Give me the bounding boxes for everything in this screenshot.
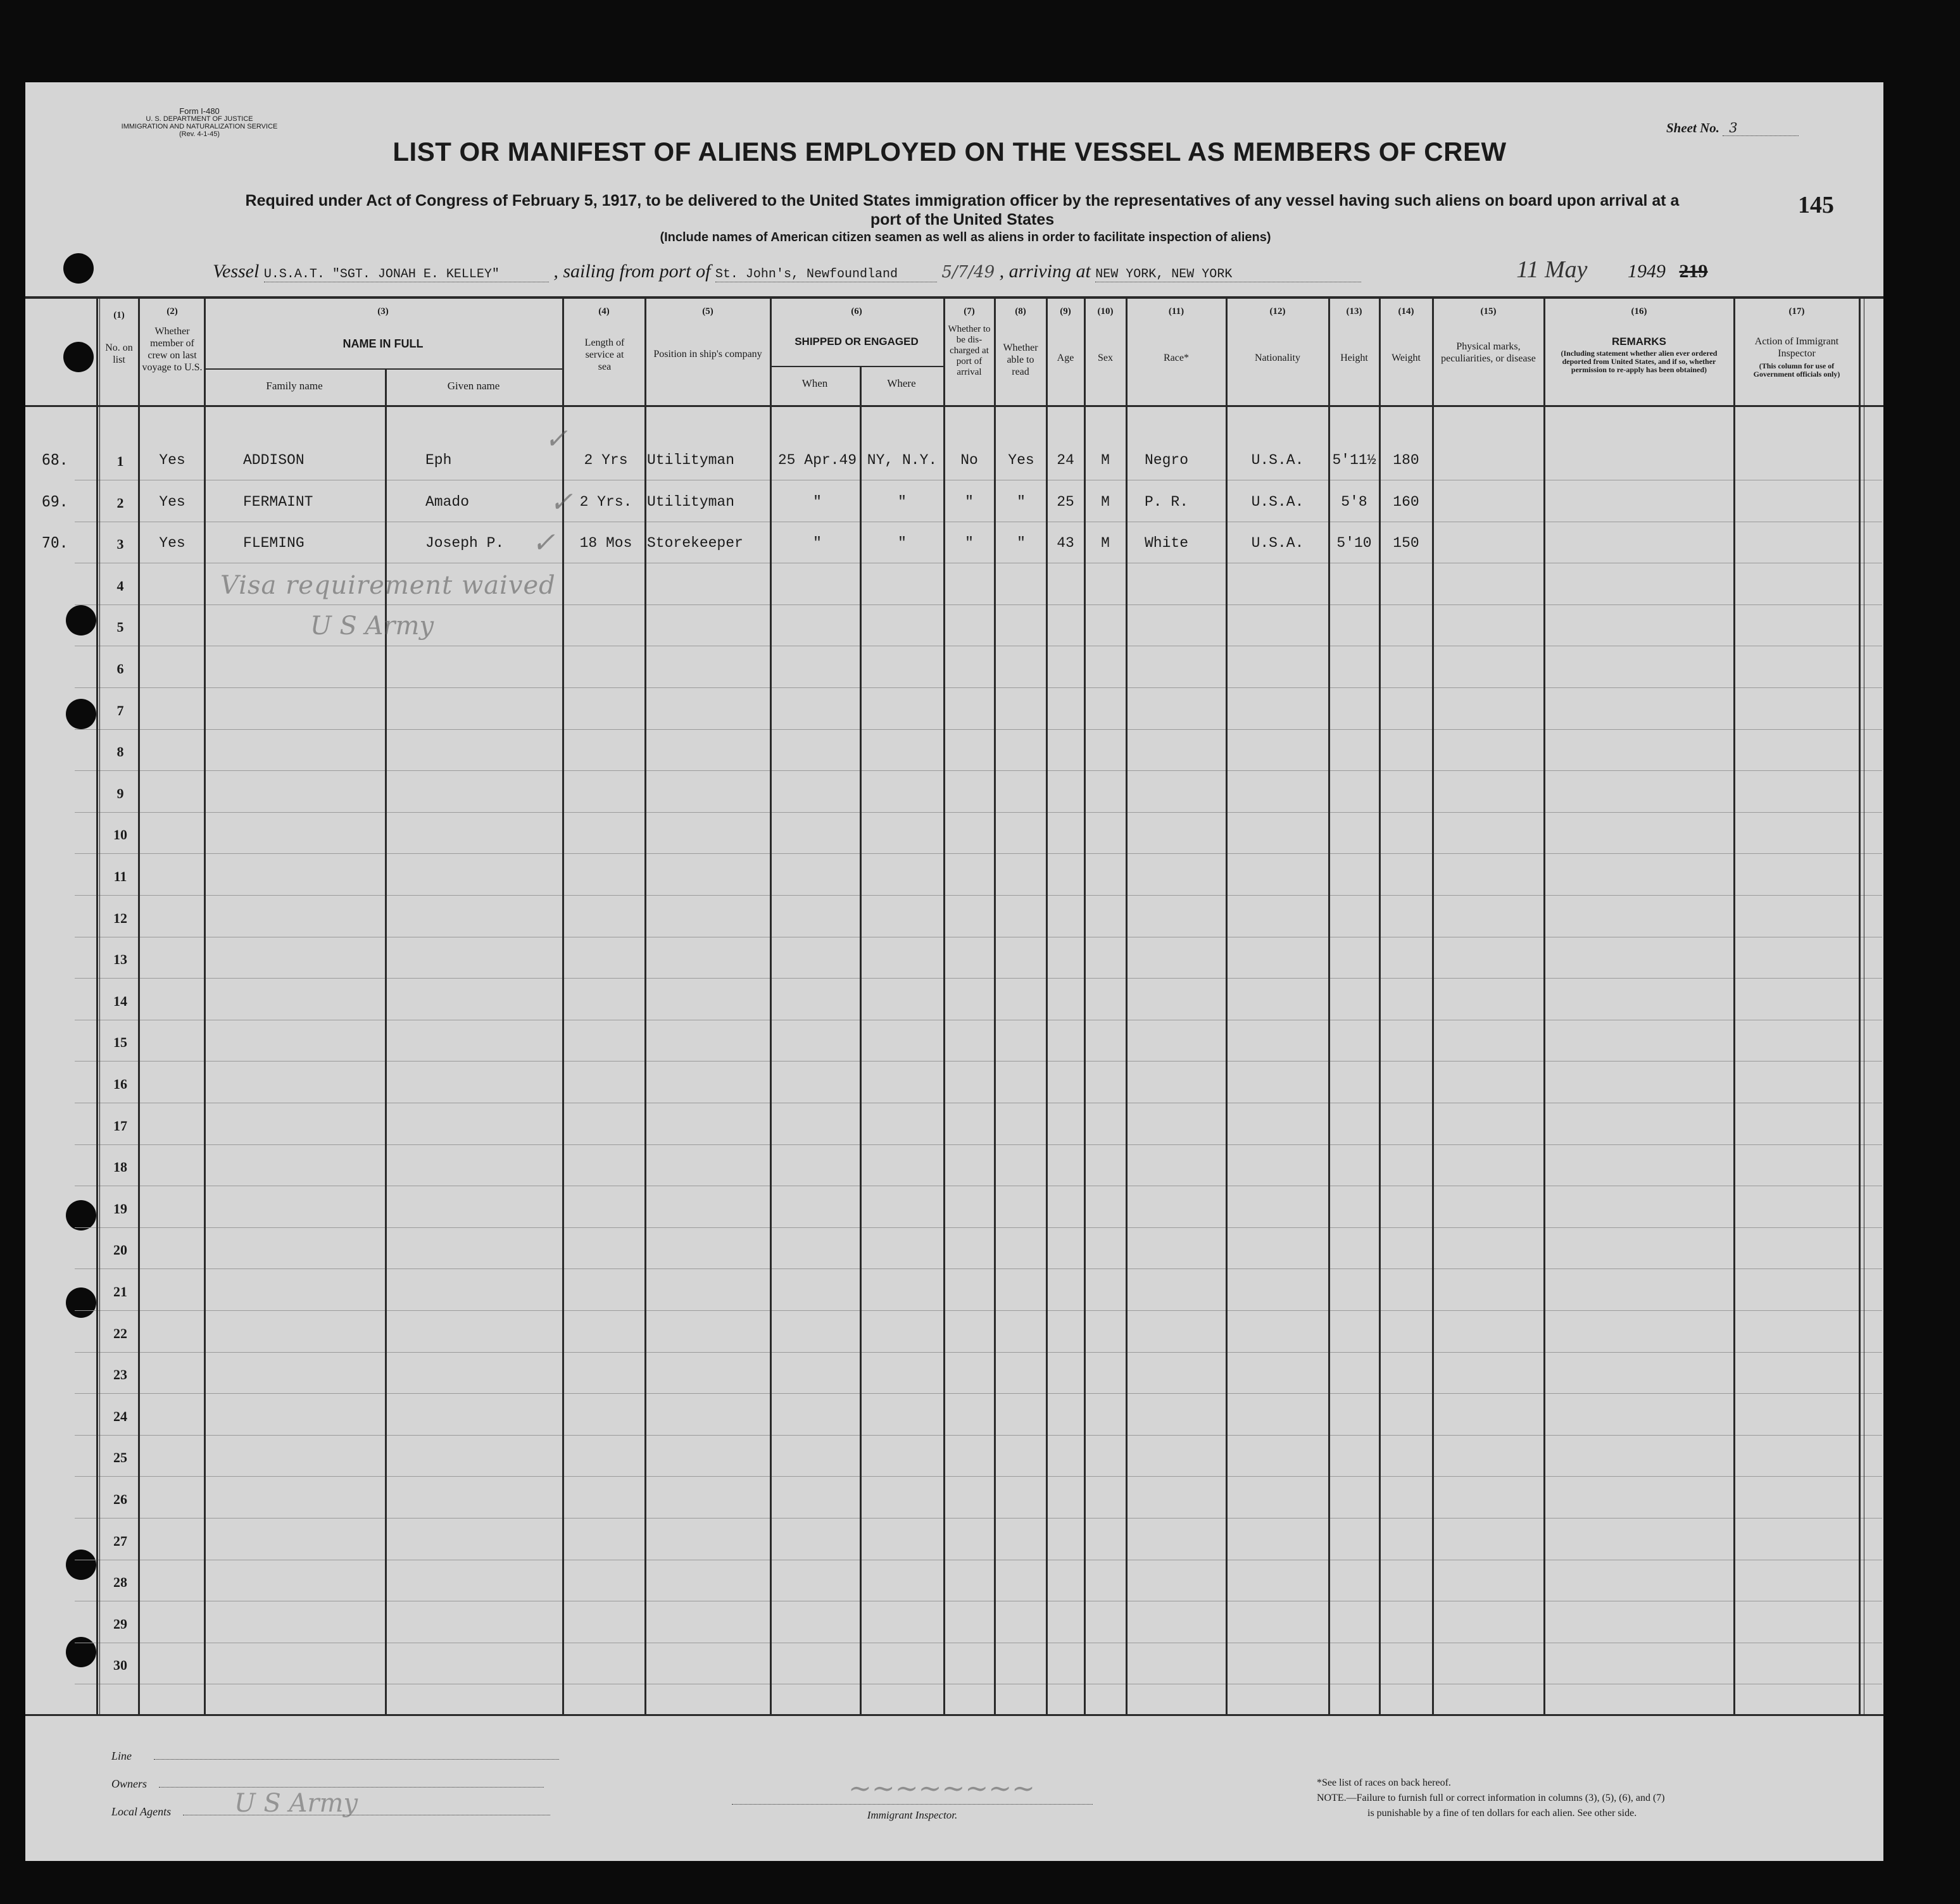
race-cell: P. R. — [1145, 494, 1189, 510]
inspector-signature-line — [732, 1804, 1093, 1805]
sailing-date: 5/7/49 — [941, 263, 995, 282]
col-6-when-header: When — [801, 377, 828, 389]
row-number: 24 — [113, 1408, 127, 1424]
col-6-number: (6) — [851, 306, 862, 316]
ruled-line — [75, 853, 1882, 854]
row-number: 3 — [116, 536, 124, 552]
given-name-cell: Eph — [425, 452, 452, 468]
punch-hole — [66, 605, 96, 636]
column-divider — [994, 296, 996, 1715]
row-number: 30 — [113, 1657, 127, 1673]
sailing-label: , sailing from port of — [553, 261, 711, 282]
col-14-number: (14) — [1398, 306, 1414, 316]
subheader-divider — [770, 366, 943, 367]
row-number: 15 — [113, 1034, 127, 1050]
sex-cell: M — [1101, 452, 1110, 468]
row-margin-number: 69. — [42, 494, 68, 510]
weight-cell: 160 — [1393, 494, 1419, 510]
punch-hole — [63, 253, 94, 284]
row-number: 22 — [113, 1325, 127, 1341]
punch-hole — [63, 342, 94, 372]
ruled-line — [75, 1227, 1882, 1228]
col-7-number: (7) — [964, 306, 975, 316]
col-6-where-header: Where — [887, 377, 916, 389]
shipped-where-cell: NY, N.Y. — [867, 452, 938, 468]
row-number: 6 — [116, 661, 124, 677]
ruled-line — [75, 895, 1882, 896]
header-bottom-border — [25, 405, 1883, 407]
service-length-cell: 2 Yrs. — [579, 494, 632, 510]
column-divider — [770, 296, 772, 1715]
col-2-header: Whether member of crew on last voyage to U.S. — [142, 326, 203, 373]
age-cell: 24 — [1057, 452, 1074, 468]
form-service: IMMIGRATION AND NATURALIZATION SERVICE — [121, 123, 278, 130]
able-to-read-cell: Yes — [1008, 452, 1034, 468]
vessel-name: U.S.A.T. "SGT. JONAH E. KELLEY" — [264, 267, 549, 282]
col-10-number: (10) — [1097, 306, 1114, 316]
shipped-when-cell: " — [813, 494, 822, 510]
sex-cell: M — [1101, 494, 1110, 510]
ruled-line — [75, 1393, 1882, 1394]
punch-hole — [66, 1287, 96, 1318]
column-divider — [644, 296, 646, 1715]
given-name-cell: Joseph P. — [425, 535, 505, 551]
age-cell: 43 — [1057, 535, 1074, 551]
crew-last-voyage-cell: Yes — [159, 535, 185, 551]
row-number: 4 — [116, 578, 124, 594]
col-11-number: (11) — [1168, 306, 1184, 316]
col-15-number: (15) — [1480, 306, 1497, 316]
col-3-family-header: Family name — [266, 380, 323, 392]
form-id-block — [95, 108, 304, 138]
row-number: 7 — [116, 703, 124, 718]
row-number: 18 — [113, 1159, 127, 1175]
col-8-header: Whether able to read — [1003, 342, 1038, 377]
table-top-border — [25, 296, 1883, 299]
col-3-given-header: Given name — [447, 380, 500, 392]
ruled-line — [75, 1061, 1882, 1062]
row-number: 23 — [113, 1367, 127, 1382]
shipped-when-cell: " — [813, 535, 822, 551]
ruled-line — [75, 812, 1882, 813]
row-number: 16 — [113, 1076, 127, 1092]
vessel-line — [213, 256, 1795, 294]
row-number: 9 — [116, 786, 124, 801]
check-mark: ✓ — [544, 423, 568, 455]
height-cell: 5'11½ — [1332, 452, 1376, 468]
punch-hole — [66, 1637, 96, 1667]
nationality-cell: U.S.A. — [1251, 494, 1304, 510]
position-cell: Utilityman — [647, 452, 735, 468]
subtitle-line-2: port of the United States — [870, 211, 1055, 229]
col-14-header: Weight — [1391, 353, 1421, 363]
able-to-read-cell: " — [1017, 535, 1026, 551]
row-number: 1 — [116, 453, 124, 469]
col-2-number: (2) — [166, 306, 178, 316]
row-number: 8 — [116, 744, 124, 760]
discharged-cell: " — [965, 535, 974, 551]
height-cell: 5'8 — [1341, 494, 1367, 510]
nationality-cell: U.S.A. — [1251, 535, 1304, 551]
row-number: 5 — [116, 619, 124, 635]
sex-cell: M — [1101, 535, 1110, 551]
fine-note-line-1: NOTE.—Failure to furnish full or correct information in columns (3), (5), (6), and (7) — [1317, 1793, 1665, 1803]
col-5-number: (5) — [702, 306, 713, 316]
service-length-cell: 18 Mos — [579, 535, 632, 551]
footer-agents-value: U S Army — [234, 1789, 358, 1818]
service-length-cell: 2 Yrs — [584, 452, 628, 468]
ruled-line — [75, 1144, 1882, 1145]
col-3-header: NAME IN FULL — [342, 337, 424, 350]
vessel-label: Vessel — [213, 261, 260, 282]
page-title: LIST OR MANIFEST OF ALIENS EMPLOYED ON THE VESSEL AS MEMBERS OF CREW — [393, 137, 1507, 166]
footer-line-field — [111, 1750, 559, 1763]
handwritten-note-line-2: U S Army — [310, 611, 434, 641]
family-name-cell: FERMAINT — [243, 494, 313, 510]
page-stamp: 145 — [1798, 192, 1834, 218]
row-number: 27 — [113, 1533, 127, 1549]
crew-last-voyage-cell: Yes — [159, 494, 185, 510]
row-number: 2 — [116, 495, 124, 511]
position-cell: Storekeeper — [647, 535, 743, 551]
sheet-value: 3 — [1723, 120, 1799, 136]
row-number: 13 — [113, 951, 127, 967]
nationality-cell: U.S.A. — [1251, 452, 1304, 468]
subtitle-line-1: Required under Act of Congress of February 5, 1917, to be delivered to the United States immigration officer by the representatives of any vessel having such aliens on board upon arrival at a — [245, 192, 1680, 210]
ruled-line — [75, 604, 1882, 605]
row-number: 29 — [113, 1616, 127, 1632]
footer-line-label: Line — [111, 1750, 132, 1762]
col-4-number: (4) — [598, 306, 610, 316]
ruled-line — [75, 729, 1882, 730]
ruled-line — [75, 687, 1882, 688]
col-9-number: (9) — [1060, 306, 1071, 316]
subheader-divider — [204, 368, 562, 370]
row-number: 14 — [113, 993, 127, 1009]
discharged-cell: No — [960, 452, 978, 468]
age-cell: 25 — [1057, 494, 1074, 510]
ruled-line — [75, 1268, 1882, 1269]
fine-note-line-2: is punishable by a fine of ten dollars for each alien. See other side. — [1367, 1808, 1637, 1819]
weight-cell: 150 — [1393, 535, 1419, 551]
row-number: 28 — [113, 1574, 127, 1590]
sheet-number — [1666, 120, 1799, 136]
arriving-label: , arriving at — [999, 261, 1091, 282]
row-number: 20 — [113, 1242, 127, 1258]
row-number: 19 — [113, 1201, 127, 1217]
ruled-line — [75, 1518, 1882, 1519]
col-10-header: Sex — [1098, 353, 1113, 363]
able-to-read-cell: " — [1017, 494, 1026, 510]
ruled-line — [75, 1435, 1882, 1436]
punch-hole — [66, 1200, 96, 1231]
col-15-header: Physical marks, peculiarities, or disease — [1441, 341, 1536, 364]
races-note: *See list of races on back hereof. — [1317, 1777, 1451, 1788]
form-department: U. S. DEPARTMENT OF JUSTICE — [146, 115, 253, 123]
ruled-line — [75, 978, 1882, 979]
row-number: 21 — [113, 1284, 127, 1300]
row-number: 26 — [113, 1491, 127, 1507]
crew-last-voyage-cell: Yes — [159, 452, 185, 468]
col-12-header: Nationality — [1255, 353, 1300, 363]
ruled-line — [75, 1310, 1882, 1311]
given-name-cell: Amado — [425, 494, 470, 510]
sailing-port: St. John's, Newfoundland — [715, 267, 937, 282]
height-cell: 5'10 — [1336, 535, 1372, 551]
crossed-number: 219 — [1679, 261, 1708, 282]
footer-owners-label: Owners — [111, 1777, 148, 1790]
family-name-cell: ADDISON — [243, 452, 305, 468]
inspector-signature: ~~~~~~~~ — [848, 1772, 1035, 1805]
shipped-when-cell: 25 Apr.49 — [777, 452, 857, 468]
arrival-year: 1949 — [1627, 261, 1666, 282]
position-cell: Utilityman — [647, 494, 735, 510]
ruled-line — [75, 1352, 1882, 1353]
row-number: 10 — [113, 827, 127, 842]
col-5-header: Position in ship's company — [653, 349, 762, 360]
col-17-number: (17) — [1788, 306, 1805, 316]
col-13-header: Height — [1340, 353, 1368, 363]
ruled-line — [75, 770, 1882, 771]
column-divider — [1432, 296, 1434, 1715]
punch-hole — [66, 1550, 96, 1580]
row-number: 25 — [113, 1450, 127, 1465]
inspector-label: Immigrant Inspector. — [867, 1809, 958, 1821]
subtitle-note: (Include names of American citizen seamen as well as aliens in order to facilitate inspection of aliens) — [660, 230, 1271, 244]
column-divider — [204, 296, 206, 1715]
column-divider — [1733, 296, 1735, 1715]
col-1-number: (1) — [113, 310, 125, 320]
family-name-cell: FLEMING — [243, 535, 305, 551]
race-cell: White — [1145, 535, 1189, 551]
arrival-day: 11 May — [1516, 256, 1588, 283]
sheet-label: Sheet No. — [1666, 120, 1719, 135]
col-9-header: Age — [1057, 353, 1074, 363]
row-number: 17 — [113, 1118, 127, 1134]
column-divider — [1859, 296, 1861, 1715]
row-number: 11 — [113, 868, 127, 884]
arriving-port: NEW YORK, NEW YORK — [1095, 267, 1361, 282]
col-3-number: (3) — [377, 306, 389, 316]
col-16-header: REMARKS — [1612, 335, 1666, 348]
discharged-cell: " — [965, 494, 974, 510]
check-mark: ✓ — [550, 486, 573, 518]
col-6-header: SHIPPED OR ENGAGED — [795, 335, 919, 348]
column-divider — [1543, 296, 1545, 1715]
punch-hole — [66, 699, 96, 729]
column-divider — [860, 367, 862, 1715]
col-12-number: (12) — [1269, 306, 1286, 316]
race-cell: Negro — [1145, 452, 1189, 468]
weight-cell: 180 — [1393, 452, 1419, 468]
ruled-line — [75, 1476, 1882, 1477]
column-divider — [1126, 296, 1128, 1715]
row-number: 12 — [113, 910, 127, 926]
col-4-header: Length of service at sea — [584, 337, 625, 372]
shipped-where-cell: " — [898, 494, 907, 510]
col-7-header: Whether to be dis-charged at port of arrival — [948, 324, 991, 377]
col-16-number: (16) — [1631, 306, 1647, 316]
col-8-number: (8) — [1015, 306, 1026, 316]
col-13-number: (13) — [1346, 306, 1362, 316]
col-17-header: Action of Immigrant Inspector — [1754, 336, 1839, 359]
subtitle — [133, 191, 1792, 229]
footer-agents-label: Local Agents — [111, 1805, 172, 1818]
row-margin-number: 70. — [42, 535, 68, 551]
form-revision: (Rev. 4-1-45) — [179, 130, 220, 138]
row-margin-number: 68. — [42, 452, 68, 468]
form-number: Form I-480 — [179, 106, 220, 116]
col-11-header: Race* — [1164, 353, 1189, 363]
shipped-where-cell: " — [898, 535, 907, 551]
col-16-subheader: (Including statement whether alien ever ordered deported from United States, and if so, whether permission to re-apply has been obtained) — [1561, 349, 1718, 374]
check-mark: ✓ — [532, 527, 555, 559]
column-divider — [943, 296, 945, 1715]
col-1-header: No. on list — [105, 342, 133, 365]
table-bottom-border — [25, 1714, 1883, 1716]
handwritten-note-line-1: Visa requirement waived — [220, 571, 556, 600]
col-17-subheader: (This column for use of Government officials only) — [1753, 361, 1840, 379]
